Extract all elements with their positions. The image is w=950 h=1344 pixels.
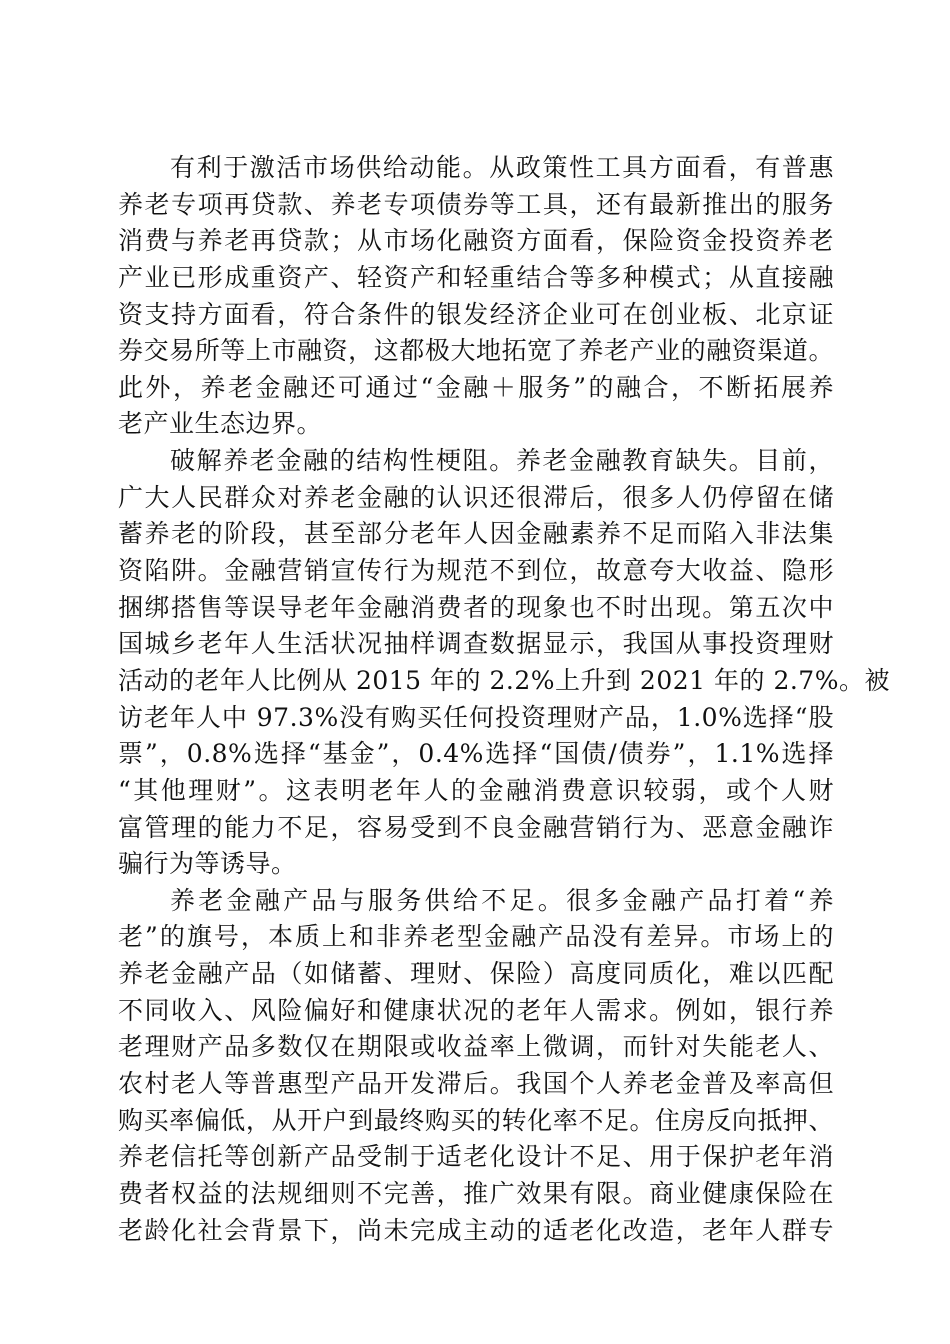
text-line: 不同收入、风险偏好和健康状况的老年人需求。例如，银行养 — [118, 995, 834, 1025]
text-line: 有利于激活市场供给动能。从政策性工具方面看，有普惠 — [170, 153, 834, 182]
text-line: 费者权益的法规细则不完善，推广效果有限。商业健康保险在 — [118, 1178, 834, 1208]
text-line: 老龄化社会背景下，尚未完成主动的适老化改造，老年人群专 — [118, 1215, 834, 1245]
body-text — [118, 150, 890, 1249]
text-line: 广大人民群众对养老金融的认识还很滞后，很多人仍停留在储 — [118, 482, 834, 512]
text-line: 产业已形成重资产、轻资产和轻重结合等多种模式；从直接融 — [118, 262, 834, 292]
text-line: 农村老人等普惠型产品开发滞后。我国个人养老金普及率高但 — [118, 1069, 834, 1099]
text-line: 养老专项再贷款、养老专项债券等工具，还有最新推出的服务 — [118, 189, 834, 219]
text-line: 国城乡老年人生活状况抽样调查数据显示，我国从事投资理财 — [118, 629, 834, 659]
text-line: 券交易所等上市融资，这都极大地拓宽了养老产业的融资渠道。 — [118, 336, 834, 366]
text-line: 破解养老金融的结构性梗阻。养老金融教育缺失。目前， — [170, 446, 834, 476]
text-line: 老理财产品多数仅在期限或收益率上微调，而针对失能老人、 — [118, 1032, 834, 1062]
text-line: 访老年人中 97.3%没有购买任何投资理财产品，1.0%选择“股 — [118, 702, 834, 732]
text-line: 老产业生态边界。 — [118, 409, 323, 439]
text-line: 骗行为等诱导。 — [118, 849, 297, 879]
text-line: 消费与养老再贷款；从市场化融资方面看，保险资金投资养老 — [118, 226, 834, 256]
text-line: 富管理的能力不足，容易受到不良金融营销行为、恶意金融诈 — [118, 812, 834, 842]
text-line: 养老金融产品（如储蓄、理财、保险）高度同质化，难以匹配 — [118, 959, 834, 989]
text-line: 票”，0.8%选择“基金”，0.4%选择“国债/债券”，1.1%选择 — [118, 739, 834, 769]
text-line: “其他理财”。这表明老年人的金融消费意识较弱，或个人财 — [118, 775, 834, 805]
text-line: 活动的老年人比例从 2015 年的 2.2%上升到 2021 年的 2.7%。被 — [118, 665, 890, 695]
text-line: 养老信托等创新产品受制于适老化设计不足、用于保护老年消 — [118, 1142, 834, 1172]
text-line: 资陷阱。金融营销宣传行为规范不到位，故意夸大收益、隐形 — [118, 556, 834, 586]
text-line: 养老金融产品与服务供给不足。很多金融产品打着“养 — [170, 885, 834, 915]
text-line: 蓄养老的阶段，甚至部分老年人因金融素养不足而陷入非法集 — [118, 519, 834, 549]
text-line: 此外，养老金融还可通过“金融＋服务”的融合，不断拓展养 — [118, 372, 834, 402]
text-line: 老”的旗号，本质上和非养老型金融产品没有差异。市场上的 — [118, 922, 834, 952]
text-line: 捆绑搭售等误导老年金融消费者的现象也不时出现。第五次中 — [118, 592, 834, 622]
text-line: 购买率偏低，从开户到最终购买的转化率不足。住房反向抵押、 — [118, 1105, 834, 1135]
text-line: 资支持方面看，符合条件的银发经济企业可在创业板、北京证 — [118, 299, 834, 329]
